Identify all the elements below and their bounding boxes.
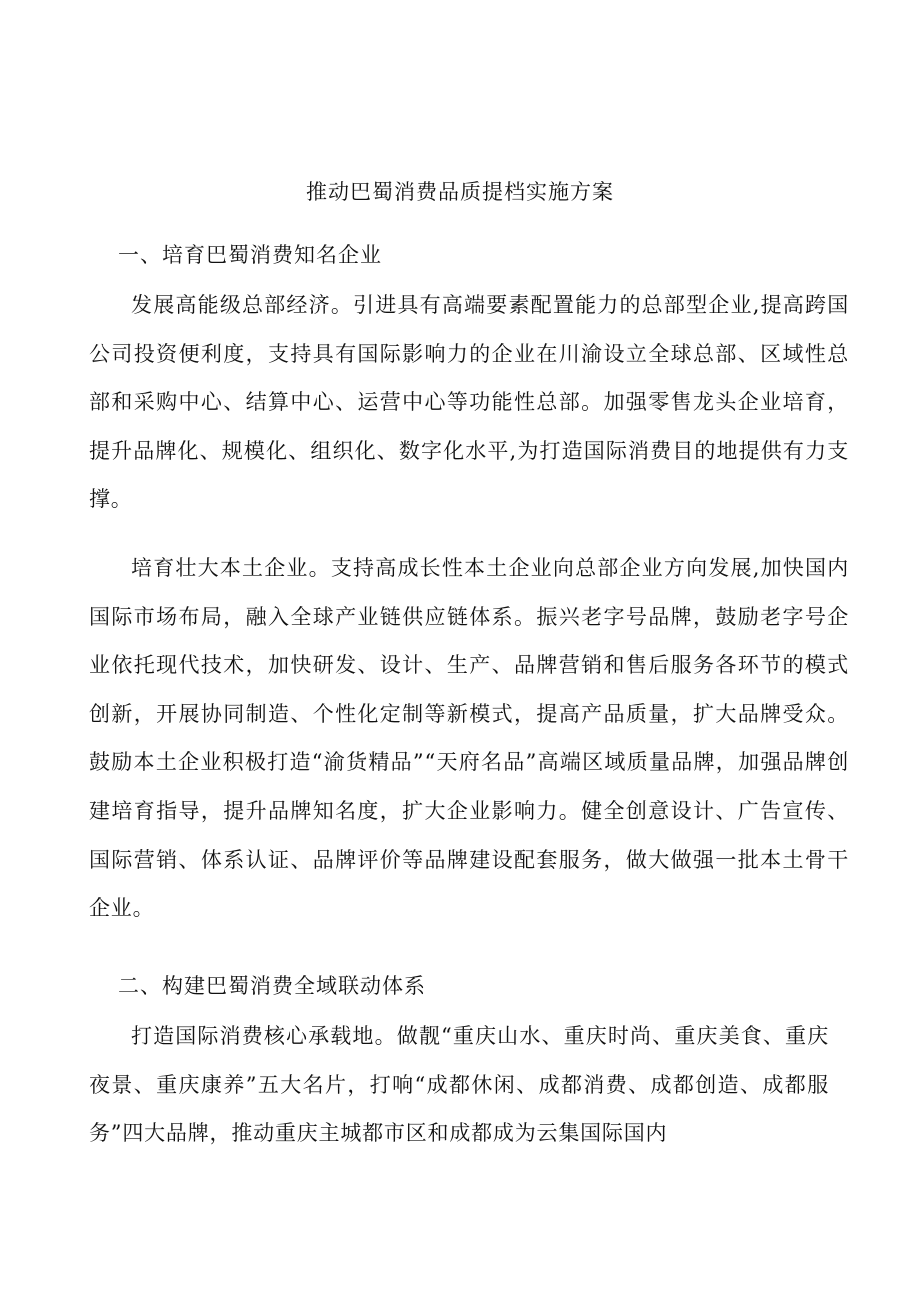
paragraph-consumption-hub: 打造国际消费核心承载地。做靓“重庆山水、重庆时尚、重庆美食、重庆夜景、重庆康养”五大名片，打响“成都休闲、成都消费、成都创造、成都服务”四大品牌，推动重庆主城都市区和成都成为云集国际国内 [89, 1024, 829, 1146]
document-title: 推动巴蜀消费品质提档实施方案 [306, 180, 614, 204]
section-heading-1: 一、培育巴蜀消费知名企业 [118, 243, 382, 267]
paragraph-headquarters-economy: 发展高能级总部经济。引进具有高端要素配置能力的总部型企业,提高跨国公司投资便利度，支持具有国际影响力的企业在川渝设立全球总部、区域性总部和采购中心、结算中心、运营中心等功能性总部。加强零售龙头企业培育，提升品牌化、规模化、组织化、数字化水平,为打造国际消费目的地提供有力支撑。 [89, 293, 849, 512]
section-heading-2: 二、构建巴蜀消费全域联动体系 [118, 974, 426, 998]
paragraph-local-enterprises: 培育壮大本土企业。支持高成长性本土企业向总部企业方向发展,加快国内国际市场布局，融入全球产业链供应链体系。振兴老字号品牌，鼓励老字号企业依托现代技术，加快研发、设计、生产、品牌营销和售后服务各环节的模式创新，开展协同制造、个性化定制等新模式，提高产品质量，扩大品牌受众。鼓励本土企业积极打造“渝货精品”“天府名品”高端区域质量品牌，加强品牌创建培育指导，提升品牌知名度，扩大企业影响力。健全创意设计、广告宣传、国际营销、体系认证、品牌评价等品牌建设配套服务，做大做强一批本土骨干企业。 [89, 556, 849, 921]
